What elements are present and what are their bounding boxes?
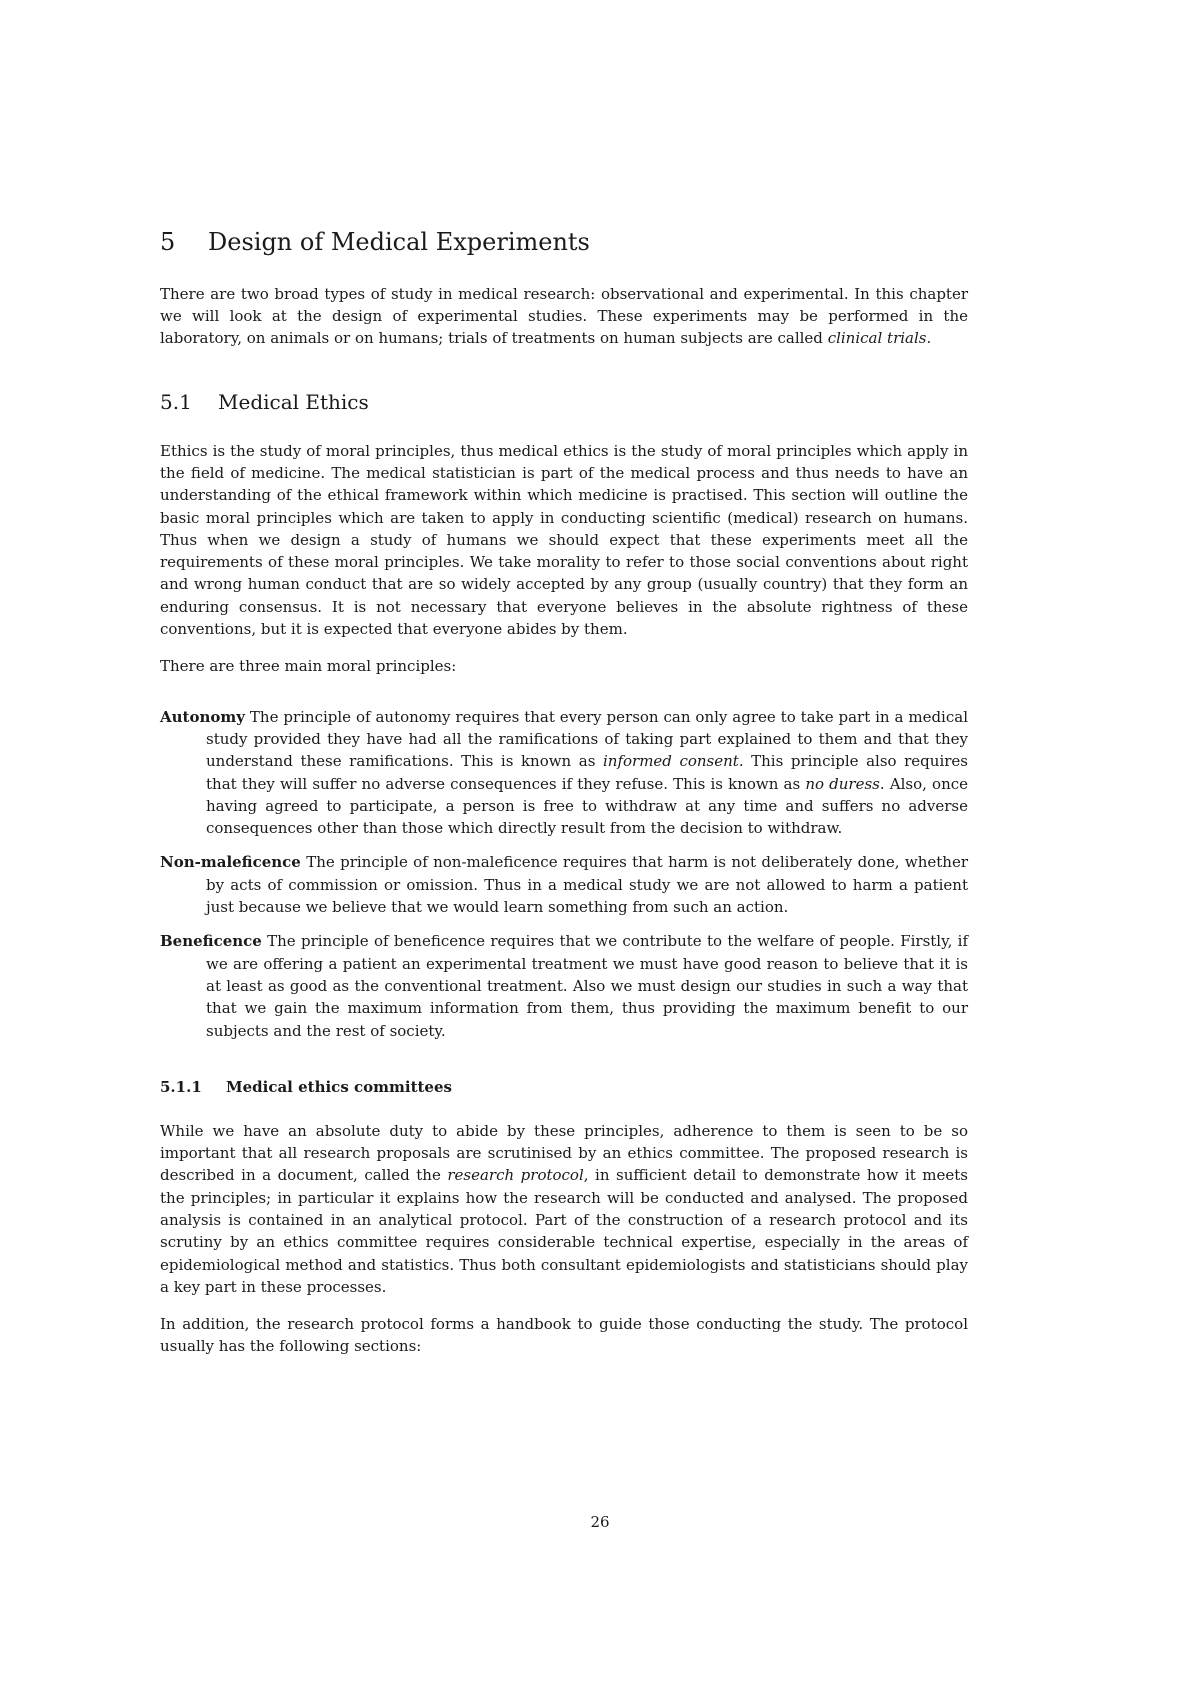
intro-end: .: [926, 329, 932, 348]
protocol-paragraph: In addition, the research protocol forms a handbook to guide those conducting the study. The protocol usually has the following sections:: [160, 1315, 968, 1356]
chapter-heading: [160, 228, 968, 257]
principles-intro-paragraph: There are three main moral principles:: [160, 657, 457, 676]
intro-emphasis: clinical trials: [827, 329, 927, 348]
principle-text: . Also, once having agreed to participate, a person is free to withdraw at any time and suffers no adverse consequences other than those which directly result from the decision to withdraw.: [206, 774, 969, 838]
intro-text: There are two broad types of study in medical research: observational and experimental. In this chapter we will look at the design of experimental studies. These experiments may be performed in the laboratory, on animals or on humans; trials of treatments on human subjects are called: [160, 284, 968, 348]
principle-emphasis: informed consent: [602, 752, 739, 771]
chapter-title: Design of Medical Experiments: [208, 228, 590, 256]
principle-text: The principle of beneficence requires that we contribute to the welfare of people. Firstly, if we are offering a patient an experimental treatment we must have good reason to believe that it is at least as good as the conventional treatment. Also we must design our studies in such a way that that we gain the maximum information from them, thus providing the maximum benefit to our subjects and the rest of society.: [206, 932, 968, 1040]
chapter-number: 5: [160, 228, 176, 256]
principles-list: [160, 706, 968, 1042]
principle-text: The principle of non-maleficence requires that harm is not deliberately done, whether by acts of commission or omission. Thus in a medical study we are not allowed to harm a patient just because we believe that we would learn something from such an action.: [206, 853, 968, 917]
principle-term: Beneficence: [160, 932, 262, 951]
subsection-heading: [160, 1078, 968, 1096]
principle-text: The principle of autonomy requires that every person can only agree to take part in a medical study provided they have had all the ramifications of taking part explained to them and that they understand these ramifications. This is known as: [206, 707, 968, 771]
principle-emphasis: no duress: [805, 774, 880, 793]
principle-item-autonomy: [160, 706, 968, 840]
committees-emphasis: research protocol: [447, 1166, 584, 1185]
page-number: 26: [590, 1513, 610, 1531]
subsection-title: Medical ethics committees: [226, 1077, 452, 1096]
principle-term: Autonomy: [160, 707, 245, 726]
page-body: [160, 228, 968, 1373]
committees-text: While we have an absolute duty to abide by these principles, adherence to them is seen to be so important that all research proposals are scrutinised by an ethics committee. The proposed research is described in a document, called the: [160, 1121, 968, 1185]
committees-text: , in sufficient detail to demonstrate how it meets the principles; in particular it explains how the research will be conducted and analysed. The proposed analysis is contained in an analytical protocol. Part of the construction of a research protocol and its scrutiny by an ethics committee requires considerable technical expertise, especially in the areas of epidemiological method and statistics. Thus both consultant epidemiologists and statisticians should play a key part in these processes.: [160, 1166, 968, 1296]
principle-item-non-maleficence: [160, 851, 968, 918]
principle-text: . This principle also requires that they will suffer no adverse consequences if they refuse. This is known as: [206, 752, 968, 793]
subsection-number: 5.1.1: [160, 1077, 202, 1096]
chapter-intro-paragraph: [160, 283, 968, 350]
principle-term: Non-maleficence: [160, 853, 301, 872]
section-heading: [160, 390, 968, 414]
ethics-paragraph: Ethics is the study of moral principles, thus medical ethics is the study of moral principles which apply in the field of medicine. The medical statistician is part of the medical process and thus needs to have an understanding of the ethical framework within which medicine is practised. This section will outline the basic moral principles which are taken to apply in conducting scientific (medical) research on humans. Thus when we design a study of humans we should expect that these experiments meet all the requirements of these moral principles. We take morality to refer to those social conventions about right and wrong human conduct that are so widely accepted by any group (usually country) that they form an enduring consensus. It is not necessary that everyone believes in the absolute rightness of these conventions, but it is expected that everyone abides by them.: [160, 441, 968, 639]
principle-item-beneficence: [160, 930, 968, 1041]
committees-paragraph: [160, 1120, 968, 1298]
section-title: Medical Ethics: [218, 389, 369, 414]
section-number: 5.1: [160, 389, 192, 414]
